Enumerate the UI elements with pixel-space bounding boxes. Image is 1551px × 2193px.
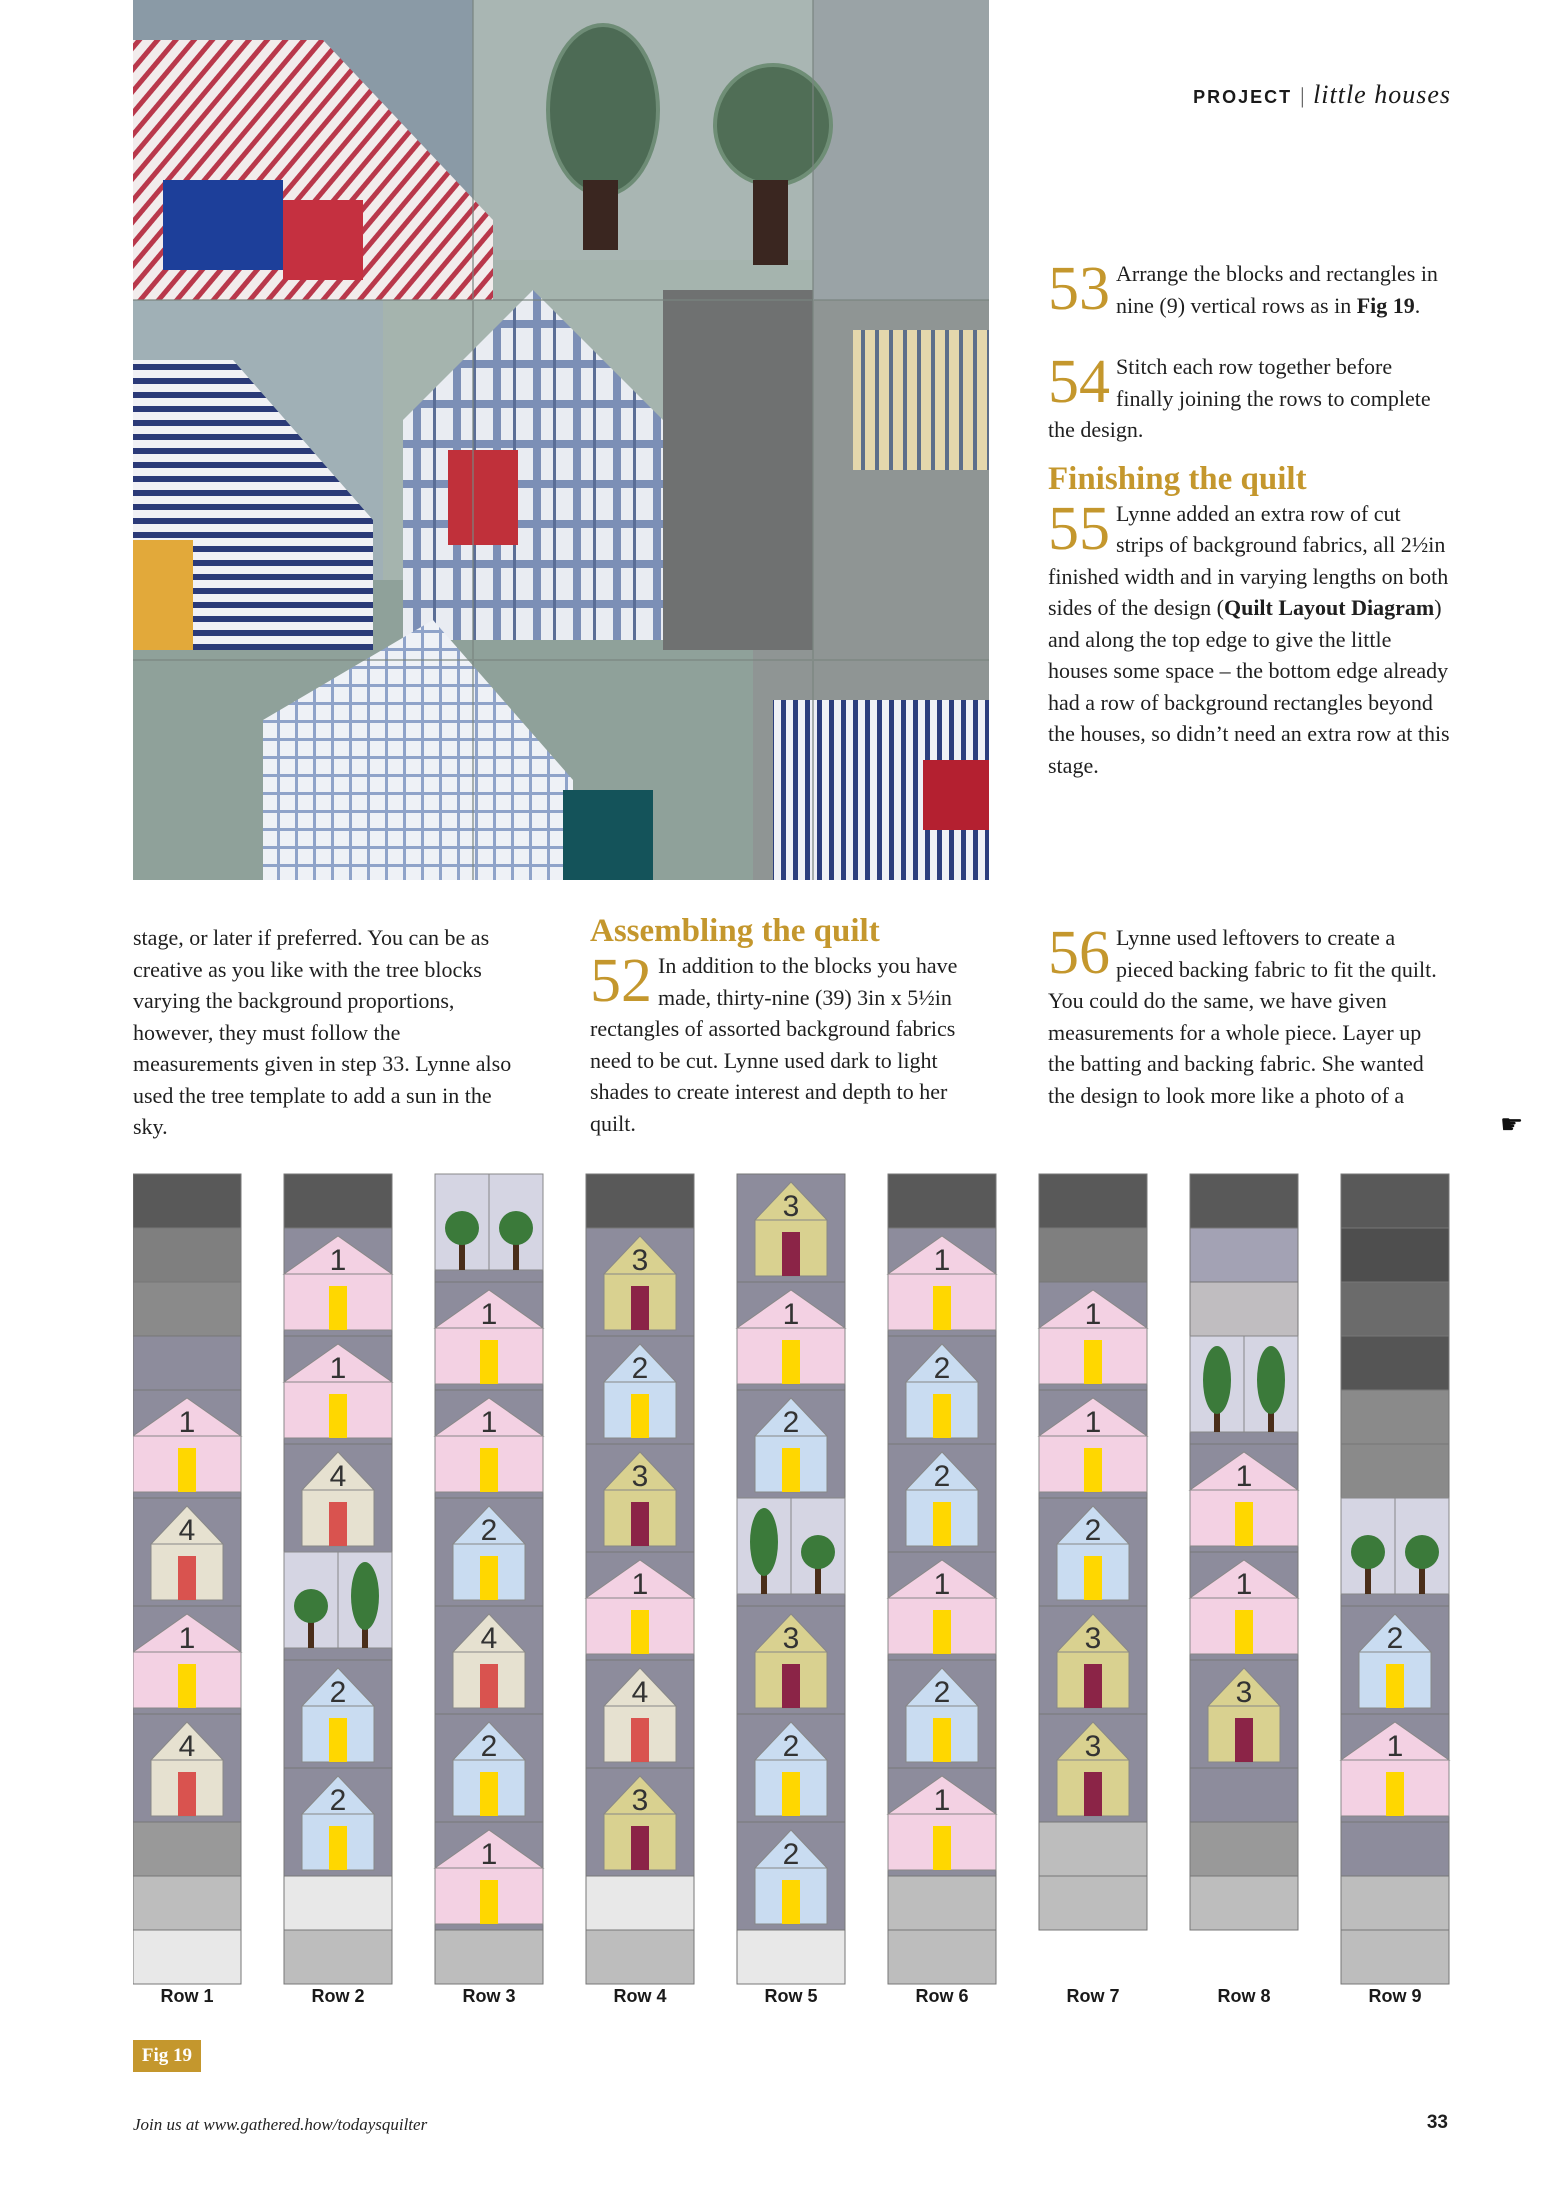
row9-block-12-background [1341,1930,1449,1984]
row-label-6: Row 6 [915,1986,969,2006]
row8-block-5-house-number: 1 [1235,1460,1253,1493]
row2-block-7-house-number: 2 [329,1784,347,1817]
step-text-end: . [1414,292,1421,318]
row3-block-8-background [435,1930,543,1984]
row9-block-9-house-number: 1 [1386,1730,1404,1763]
row-label-9: Row 9 [1368,1986,1422,2006]
row5-block-4-tree-right-crown [801,1535,835,1569]
row9-block-9-door [1386,1772,1404,1816]
row8-block-6-house-number: 1 [1235,1568,1253,1601]
row4-block-9-background [586,1930,694,1984]
row5-block-3-house-number: 2 [782,1406,800,1439]
row7-block-7-door [1084,1772,1102,1816]
row1-block-7-door [178,1664,196,1708]
heading-finishing: Finishing the quilt [1048,460,1307,497]
row6-block-9-background [888,1930,996,1984]
row7-block-5-door [1084,1556,1102,1600]
section-label: PROJECT [1193,87,1293,107]
row9-block-2-background [1341,1228,1449,1282]
step-number: 54 [1048,348,1110,416]
step-number: 56 [1048,919,1110,987]
quilt-row-4 [586,1174,694,1984]
step-text: Stitch each row together before finally joining the rows to complete the design. [1048,354,1431,442]
row4-block-7-door [631,1826,649,1870]
row8-block-3-background [1190,1282,1298,1336]
quilt-row-9 [1341,1174,1449,1984]
row3-block-3-house-number: 1 [480,1406,498,1439]
row6-block-2-house-number: 1 [933,1244,951,1277]
quilt-photo [133,0,989,880]
row3-block-3-door [480,1448,498,1492]
row-layout-svg [133,1172,1453,2012]
row1-block-8-door [178,1772,196,1816]
running-header [1193,80,1451,110]
continued-text: stage, or later if preferred. You can be as creative as you like with the tree blocks varying the background proportions, however, they must follow the measurements given in step 33. Lynne also used the tree template to add a sun in the sky. [133,925,512,1139]
row1-block-6-door [178,1556,196,1600]
row3-block-7-door [480,1880,498,1924]
row3-block-5-house-number: 4 [480,1622,498,1655]
row1-block-5-house-number: 1 [178,1406,196,1439]
step-56 [1048,919,1453,1111]
row4-block-8-background [586,1876,694,1930]
row8-block-4-tree-right-crown [1257,1346,1285,1414]
right-top-column [1048,255,1453,781]
row1-block-9-background [133,1822,241,1876]
row4-block-3-door [631,1394,649,1438]
row8-block-6-door [1235,1610,1253,1654]
row3-block-6-house-number: 2 [480,1730,498,1763]
row8-block-2-background [1190,1228,1298,1282]
row9-block-10-background [1341,1822,1449,1876]
row1-block-11-background [133,1930,241,1984]
step-text: In addition to the blocks you have made, thirty-nine (39) 3in x 5½in rectangles of assorted background fabrics need to be cut. Lynne used dark to light shades to create interest and depth to her quilt. [590,953,958,1136]
row6-block-8-background [888,1876,996,1930]
row-label-2: Row 2 [311,1986,365,2006]
heading-assembling: Assembling the quilt [590,913,880,949]
row4-block-4-door [631,1502,649,1546]
row4-block-2-door [631,1286,649,1330]
footer-website: Join us at www.gathered.how/todaysquilter [133,2115,428,2134]
row4-block-7-house-number: 3 [631,1784,649,1817]
row9-block-5-background [1341,1390,1449,1444]
row3-block-4-house-number: 2 [480,1514,498,1547]
row-label-8: Row 8 [1217,1986,1271,2006]
row5-block-2-house-number: 1 [782,1298,800,1331]
row2-block-5-tree-right-crown [351,1562,379,1630]
row7-block-2-background [1039,1228,1147,1282]
row7-block-6-house-number: 3 [1084,1622,1102,1655]
row2-block-7-door [329,1826,347,1870]
row4-block-6-door [631,1718,649,1762]
row-label-5: Row 5 [764,1986,818,2006]
row7-block-1-background [1039,1174,1147,1228]
row2-block-3-door [329,1394,347,1438]
row6-block-6-house-number: 2 [933,1676,951,1709]
row5-block-1-door [782,1232,800,1276]
quilt-row-3 [435,1174,543,1984]
row5-block-6-house-number: 2 [782,1730,800,1763]
right-column [1048,919,1453,1111]
figure-reference: Fig 19 [1356,292,1415,318]
row5-block-5-house-number: 3 [782,1622,800,1655]
step-52 [590,947,995,1139]
row9-block-8-door [1386,1664,1404,1708]
row8-block-8-background [1190,1768,1298,1822]
step-55 [1048,494,1453,782]
row8-block-4-tree-left-crown [1203,1346,1231,1414]
row5-block-7-house-number: 2 [782,1838,800,1871]
step-text: Arrange the blocks and rectangles in nine (9) vertical rows as in [1116,261,1438,318]
row2-block-3-house-number: 1 [329,1352,347,1385]
row8-block-10-background [1190,1876,1298,1930]
row3-block-2-door [480,1340,498,1384]
step-53 [1048,255,1453,323]
row4-block-5-house-number: 1 [631,1568,649,1601]
row3-block-1-tree-left-crown [445,1211,479,1245]
row8-block-7-door [1235,1718,1253,1762]
row2-block-9-background [284,1930,392,1984]
row5-block-8-background [737,1930,845,1984]
page-number: 33 [1426,2112,1448,2133]
step-number: 53 [1048,255,1110,323]
row9-block-8-house-number: 2 [1386,1622,1404,1655]
row5-block-7-door [782,1880,800,1924]
row5-block-4-tree-left-crown [750,1508,778,1576]
row2-block-6-house-number: 2 [329,1676,347,1709]
row7-block-4-door [1084,1448,1102,1492]
row4-block-5-door [631,1610,649,1654]
row1-block-10-background [133,1876,241,1930]
step-54 [1048,348,1453,446]
step-text: Lynne used leftovers to create a pieced backing fabric to fit the quilt. You could do the same, we have given measurements for a whole piece. Layer up the batting and backing fabric. She wanted the design to look more like a photo of a [1048,925,1437,1108]
row9-block-3-background [1341,1282,1449,1336]
row6-block-5-house-number: 1 [933,1568,951,1601]
row-label-3: Row 3 [462,1986,516,2006]
row5-block-1-house-number: 3 [782,1190,800,1223]
middle-column [590,912,995,1139]
row6-block-3-door [933,1394,951,1438]
row3-block-2-house-number: 1 [480,1298,498,1331]
row7-block-3-door [1084,1340,1102,1384]
row9-block-7-tree-left-crown [1351,1535,1385,1569]
row2-block-2-door [329,1286,347,1330]
row6-block-1-background [888,1174,996,1228]
row2-block-8-background [284,1876,392,1930]
row2-block-6-door [329,1718,347,1762]
row3-block-7-house-number: 1 [480,1838,498,1871]
row4-block-1-background [586,1174,694,1228]
row7-block-6-door [1084,1664,1102,1708]
row8-block-7-house-number: 3 [1235,1676,1253,1709]
quilt-row-6 [888,1174,996,1984]
figure-label: Fig 19 [133,2040,201,2072]
row9-block-11-background [1341,1876,1449,1930]
left-column [133,922,528,1143]
row5-block-5-door [782,1664,800,1708]
step-text-end: ) and along the top edge to give the little houses some space – the bottom edge already had a row of background rectangles beyond the houses, so didn’t need an extra row at this stage. [1048,595,1450,778]
row2-block-5-tree-left-crown [294,1589,328,1623]
diagram-reference: Quilt Layout Diagram [1223,595,1435,620]
row-label-4: Row 4 [613,1986,667,2006]
row9-block-7-tree-right-crown [1405,1535,1439,1569]
row5-block-2-door [782,1340,800,1384]
row6-block-6-door [933,1718,951,1762]
row3-block-6-door [480,1772,498,1816]
row7-block-4-house-number: 1 [1084,1406,1102,1439]
row8-block-9-background [1190,1822,1298,1876]
row1-block-1-background [133,1174,241,1228]
row1-block-6-house-number: 4 [178,1514,196,1547]
fig-19-diagram [133,1172,1453,2012]
row8-block-5-door [1235,1502,1253,1546]
row1-block-7-house-number: 1 [178,1622,196,1655]
row8-block-1-background [1190,1174,1298,1228]
row2-block-4-house-number: 4 [329,1460,347,1493]
row5-block-6-door [782,1772,800,1816]
row6-block-4-house-number: 2 [933,1460,951,1493]
quilt-row-5 [737,1174,845,1984]
row5-block-3-door [782,1448,800,1492]
row9-block-4-background [1341,1336,1449,1390]
continue-pointing-hand-icon: ☛ [1500,1110,1524,1139]
quilt-row-7 [1039,1174,1147,1930]
row6-block-4-door [933,1502,951,1546]
quilt-row-2 [284,1174,392,1984]
row7-block-5-house-number: 2 [1084,1514,1102,1547]
row6-block-3-house-number: 2 [933,1352,951,1385]
row-label-1: Row 1 [160,1986,214,2006]
row9-block-1-background [1341,1174,1449,1228]
header-separator: | [1300,83,1306,108]
quilt-row-1 [133,1174,241,1984]
row-label-7: Row 7 [1066,1986,1120,2006]
row2-block-2-house-number: 1 [329,1244,347,1277]
row7-block-8-background [1039,1822,1147,1876]
row6-block-7-door [933,1826,951,1870]
row9-block-6-background [1341,1444,1449,1498]
row2-block-1-background [284,1174,392,1228]
row1-block-8-house-number: 4 [178,1730,196,1763]
row1-block-2-background [133,1228,241,1282]
step-number: 52 [590,947,652,1015]
row7-block-3-house-number: 1 [1084,1298,1102,1331]
row6-block-2-door [933,1286,951,1330]
row3-block-4-door [480,1556,498,1600]
row4-block-6-house-number: 4 [631,1676,649,1709]
row3-block-5-door [480,1664,498,1708]
row1-block-3-background [133,1282,241,1336]
step-text: Lynne added an extra row of cut strips of background fabrics, all 2½in finished width and in varying lengths on both sides of the design ( [1048,500,1449,620]
row7-block-7-house-number: 3 [1084,1730,1102,1763]
step-number: 55 [1048,494,1110,563]
row4-block-2-house-number: 3 [631,1244,649,1277]
row4-block-4-house-number: 3 [631,1460,649,1493]
row6-block-5-door [933,1610,951,1654]
row2-block-4-door [329,1502,347,1546]
row1-block-5-door [178,1448,196,1492]
row4-block-3-house-number: 2 [631,1352,649,1385]
section-title: little houses [1313,80,1451,109]
row6-block-7-house-number: 1 [933,1784,951,1817]
quilt-row-8 [1190,1174,1298,1930]
row3-block-1-tree-right-crown [499,1211,533,1245]
row1-block-4-background [133,1336,241,1390]
row7-block-9-background [1039,1876,1147,1930]
